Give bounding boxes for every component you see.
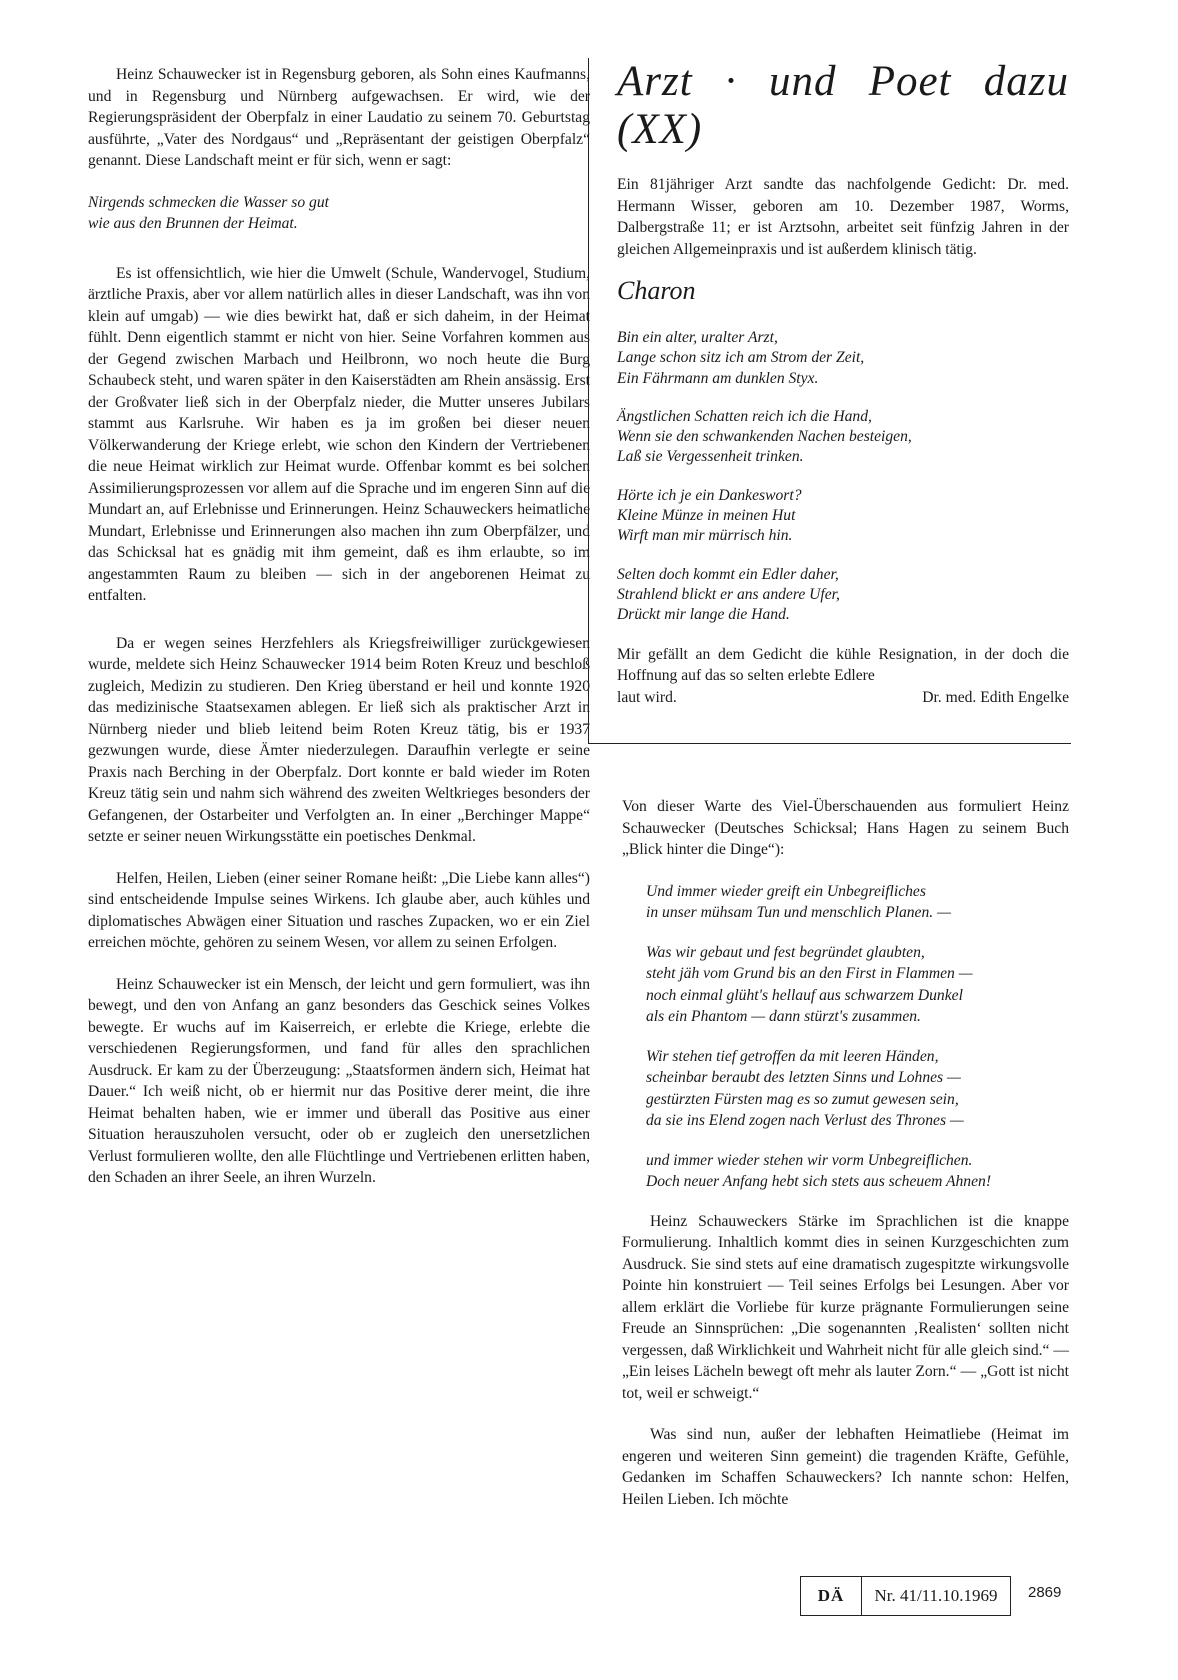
verse-stanza	[646, 942, 1069, 1028]
sidebar-box	[588, 58, 1071, 744]
poem-line: Hörte ich je ein Dankeswort?	[617, 486, 802, 504]
paragraph: Heinz Schauwecker ist in Regensburg geboren, als Sohn eines Kaufmanns, und in Regensburg und Nürnberg aufgewachsen. Er wird, wie der Regierungspräsident der Oberpfalz in einer Laudatio zu seinem 70. Geburtstag ausführte, „Vater des Nordgaus“ und „Repräsentant der geistigen Oberpfalz“ genannt. Diese Landschaft meint er für sich, wenn er sagt:	[88, 66, 590, 169]
verse-line: Wir stehen tief getroffen da mit leeren Händen,	[646, 1047, 939, 1065]
right-column	[622, 796, 1069, 1530]
paragraph: Heinz Schauwecker ist ein Mensch, der leicht und gern formuliert, was ihn bewegt, und den von Anfang an ganz besonders das Geschick seines Volkes bewegte. Er wuchs auf im Kaiserreich, er erlebte die Kriege, erlebte die verschiedenen Regierungsformen, und fand für alles den sprachlichen Ausdruck. Er kam zu der Überzeugung: „Staatsformen ändern sich, Heimat hat Dauer.“ Ich weiß nicht, ob er hiermit nur das Positive derer meint, die ihre Heimat behalten haben, wie er immer und überall das Positive aus einer Situation herauszuholen versucht, oder ob er zugleich den unersetzlichen Verlust formulieren wollte, den alle Flüchtlinge und Vertriebenen erlitten haben, den Schaden an ihrer Seele, an ihren Wurzeln.	[88, 975, 590, 1186]
poem-stanza	[617, 328, 1069, 389]
poem-line: Wirft man mir mürrisch hin.	[617, 527, 793, 545]
poem-line: Lange schon sitz ich am Strom der Zeit,	[617, 349, 865, 367]
poem-line: Ein Fährmann am dunklen Styx.	[617, 369, 819, 387]
page-number: 2869	[1028, 1584, 1062, 1601]
journal-abbrev: DÄ	[800, 1576, 862, 1616]
verse-line: da sie ins Elend zogen nach Verlust des Thrones —	[646, 1112, 964, 1129]
quote	[88, 192, 590, 235]
quote-line: Nirgends schmecken die Wasser so gut	[88, 193, 329, 211]
poem-stanza	[617, 407, 1069, 468]
verse-line: als ein Phantom — dann stürzt's zusammen.	[646, 1008, 921, 1025]
verse-line: in unser mühsam Tun und menschlich Planen. —	[646, 904, 951, 921]
poem-line: Laß sie Vergessenheit trinken.	[617, 448, 804, 466]
signature: Dr. med. Edith Engelke	[922, 688, 1069, 706]
poem-stanza	[617, 486, 1069, 547]
poem-line: Strahlend blickt er ans andere Ufer,	[617, 585, 840, 603]
issue-number: Nr. 41/11.10.1969	[861, 1576, 1011, 1616]
paragraph: Von dieser Warte des Viel-Überschauenden aus formuliert Heinz Schauwecker (Deutsches Schicksal; Hans Hagen zu seinem Buch „Blick hinter die Dinge“):	[622, 798, 1069, 858]
paragraph: Heinz Schauweckers Stärke im Sprachlichen ist die knappe Formulierung. Inhaltlich kommt dies in seinen Kurzgeschichten zum Ausdruck. Sie sind stets auf eine dramatisch zugespitzte wirkungsvolle Pointe hin konstruiert — Teil seines Erfolgs bei Lesungen. Aber vor allem erklärt die Vorliebe für kurze prägnante Formulierungen seine Freude an Sinnsprüchen: „Die sogenannten ‚Realisten‘ sollten nicht vergessen, daß Wirklichkeit und Wahrheit nicht für alle gleich sind.“ — „Ein leises Lächeln bewegt oft mehr als lauter Zorn.“ — „Gott ist nicht tot, weil er schweigt.“	[622, 1212, 1069, 1402]
verse-line: Und immer wieder greift ein Unbegreifliches	[646, 882, 926, 900]
verse-line: Was wir gebaut und fest begründet glaubten,	[646, 943, 925, 961]
verse-stanza	[646, 1150, 1069, 1193]
poem-line: Ängstlichen Schatten reich ich die Hand,	[617, 407, 872, 425]
paragraph: Da er wegen seines Herzfehlers als Kriegsfreiwilliger zurückgewiesen wurde, meldete sich Heinz Schauwecker 1914 beim Roten Kreuz und beschloß zugleich, Medizin zu studieren. Den Krieg überstand er heil und konnte 1920 das medizinische Staatsexamen ablegen. Er ließ sich als praktischer Arzt in Nürnberg nieder und blieb leitend beim Roten Kreuz tätig, bis er 1937 gezwungen wurde, diese Ämter niederzulegen. Daraufhin verlegte er seine Praxis nach Berching in der Oberpfalz. Dort konnte er bald wieder im Roten Kreuz tätig sein und nahm sich während des zweiten Weltkrieges besonders der Gefangenen, der Ostarbeiter und Verfolgten an. In einer „Berchinger Mappe“ setzte er seiner neuen Wirkungsstätte ein poetisches Denkmal.	[88, 634, 590, 845]
closing-text: Mir gefällt an dem Gedicht die kühle Resignation, in der doch die Hoffnung auf das so selten erlebte Edlere	[617, 645, 1069, 685]
box-intro: Ein 81jähriger Arzt sandte das nachfolgende Gedicht: Dr. med. Hermann Wisser, geboren am 10. Dezember 1987, Worms, Dalbergstraße 11; er ist Arztsohn, arbeitet seit fünfzig Jahren in der gleichen Allgemeinpraxis und ist außerdem klinisch tätig.	[617, 176, 1069, 258]
quote-line: wie aus den Brunnen der Heimat.	[88, 215, 298, 232]
verse-line: und immer wieder stehen wir vorm Unbegreiflichen.	[646, 1151, 973, 1169]
paragraph: Was sind nun, außer der lebhaften Heimatliebe (Heimat im engeren und weiteren Sinn gemeint) die tragenden Kräfte, Gefühle, Gedanken im Schaffen Schauweckers? Ich nannte schon: Helfen, Heilen Lieben. Ich möchte	[622, 1426, 1069, 1508]
poem-line: Kleine Münze in meinen Hut	[617, 507, 796, 525]
poem-line: Wenn sie den schwankenden Nachen besteigen,	[617, 428, 912, 446]
box-closing	[617, 644, 1069, 709]
closing-last: laut wird.	[617, 688, 677, 706]
verse-line: gestürzten Fürsten mag es so zumut gewesen sein,	[646, 1090, 959, 1108]
poem-stanza	[617, 565, 1069, 626]
box-title: Arzt · und Poet dazu (XX)	[617, 58, 1069, 153]
poem-line: Bin ein alter, uralter Arzt,	[617, 329, 778, 346]
poem-line: Drückt mir lange die Hand.	[617, 606, 790, 624]
verse-line: steht jäh vom Grund bis an den First in Flammen —	[646, 965, 973, 982]
paragraph: Es ist offensichtlich, wie hier die Umwelt (Schule, Wandervogel, Studium, ärztliche Praxis, aber vor allem natürlich alles in dieser Landschaft, was ihn von klein auf umgab) — wie dies bewirkt hat, daß er sich daheim, in der Heimat fühlt. Denn eigentlich stammt er nicht von hier. Seine Vorfahren kommen aus der Gegend zwischen Marbach und Heilbronn, wo noch heute die Burg Schaubeck steht, und waren später in den Kaiserstädten am Rhein ansässig. Erst der Großvater ließ sich in der Oberpfalz nieder, die Mutter unseres Jubilars stammt aus Karlsruhe. Wir haben es ja im großen bei dieser neuen Völkerwanderung der Kriege erlebt, wie schon den Kindern der Vertriebenen die neue Heimat wirklich zur Heimat wurde. Offenbar kommt es bei solchen Assimilierungsprozessen vor allem auf die Sprache und im engeren Sinn auf die Mundart an, auf Erlebnisse und Erinnerungen. Heinz Schauweckers heimatliche Mundart, Erlebnisse und Erinnerungen also machen ihn zum Oberpfälzer, und das Schicksal hat es gnädig mit ihm gemeint, daß es ihm erlaubte, so im angestammten Raum zu bleiben — sich in der angeborenen Heimat zu entfalten.	[88, 264, 590, 604]
poem-title: Charon	[617, 276, 696, 305]
verse-line: Doch neuer Anfang hebt sich stets aus scheuem Ahnen!	[646, 1173, 992, 1190]
verse-line: noch einmal glüht's hellauf aus schwarzem Dunkel	[646, 986, 963, 1004]
verse-stanza	[646, 881, 1069, 924]
paragraph: Helfen, Heilen, Lieben (einer seiner Romane heißt: „Die Liebe kann alles“) sind entscheidende Impulse seines Wirkens. Ich glaube aber, auch kühles und diplomatisches Abwägen einer Situation und rasches Zupacken, wo er ein Ziel erreichen möchte, gehören zu seinem Wesen, vor allem zu seinen Erfolgen.	[88, 869, 590, 951]
verse-stanza	[646, 1046, 1069, 1132]
verse-line: scheinbar beraubt des letzten Sinns und Lohnes —	[646, 1069, 961, 1086]
poem-line: Selten doch kommt ein Edler daher,	[617, 565, 839, 583]
left-column	[88, 64, 590, 1209]
